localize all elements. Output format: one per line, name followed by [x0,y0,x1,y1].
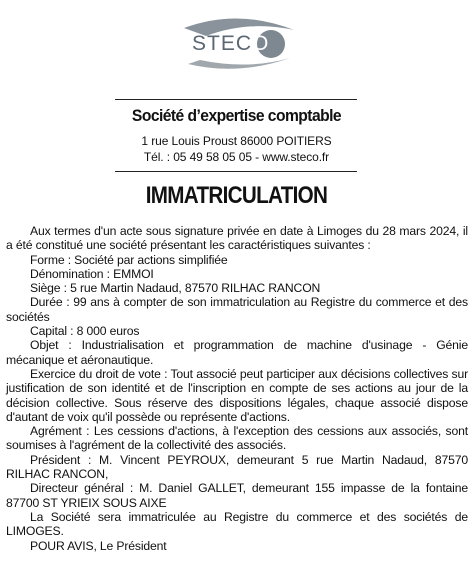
denomination-line: Dénomination : EMMOI [30,266,154,281]
immatriculation-paragraph: La Société sera immatriculée au Registre du commerce et des sociétés de LIMOGES. [6,509,468,539]
steco-logo [178,14,298,72]
directeur-general-paragraph: Directeur général : M. Daniel GALLET, demeurant 155 impasse de la fontaine 87700 ST YRIEIX SOUS AIXE [6,481,468,510]
droit-de-vote-paragraph: Exercice du droit de vote : Tout associé peut participer aux décisions collectives sur justification de son identité et de l'inscription en compte de ses actions au jour de la décision collective. Sous réserve des dispositions légales, chaque associé dispose d'autant de voix qu'il possède ou représente d'actions. [6,366,468,424]
header-bottom-rule [115,171,357,172]
duree-paragraph: Durée : 99 ans à compter de son immatriculation au Registre du commerce et des sociétés [6,295,468,324]
pour-avis-line: POUR AVIS, Le Président [30,538,167,553]
president-paragraph: Président : M. Vincent PEYROUX, demeurant 5 rue Martin Nadaud, 87570 RILHAC RANCON, [6,452,468,482]
logo-text: STECO [192,32,270,55]
forme-line: Forme : Société par actions simplifiée [30,252,228,267]
siege-line: Siège : 5 rue Martin Nadaud, 87570 RILHAC RANCON [30,281,321,296]
objet-paragraph: Objet : Industrialisation et programmation de machine d'usinage - Génie mécanique et aéronautique. [6,338,468,367]
notice-title: IMMATRICULATION [145,182,328,209]
header-top-rule [115,99,357,100]
firm-contact: Tél. : 05 49 58 05 05 - www.steco.fr [143,150,330,164]
agrement-paragraph: Agrément : Les cessions d'actions, à l'exception des cessions aux associés, sont soumises à l'agrément de la collectivité des associés. [6,424,468,453]
notice-body [6,224,468,553]
intro-paragraph: Aux termes d'un acte sous signature privée en date à Limoges du 28 mars 2024, il a été constitué une société présentant les caractéristiques suivantes : [6,224,468,253]
capital-line: Capital : 8 000 euros [30,324,140,339]
firm-name: Société d’expertise comptable [131,106,342,125]
firm-address: 1 rue Louis Proust 86000 POITIERS [141,134,332,148]
